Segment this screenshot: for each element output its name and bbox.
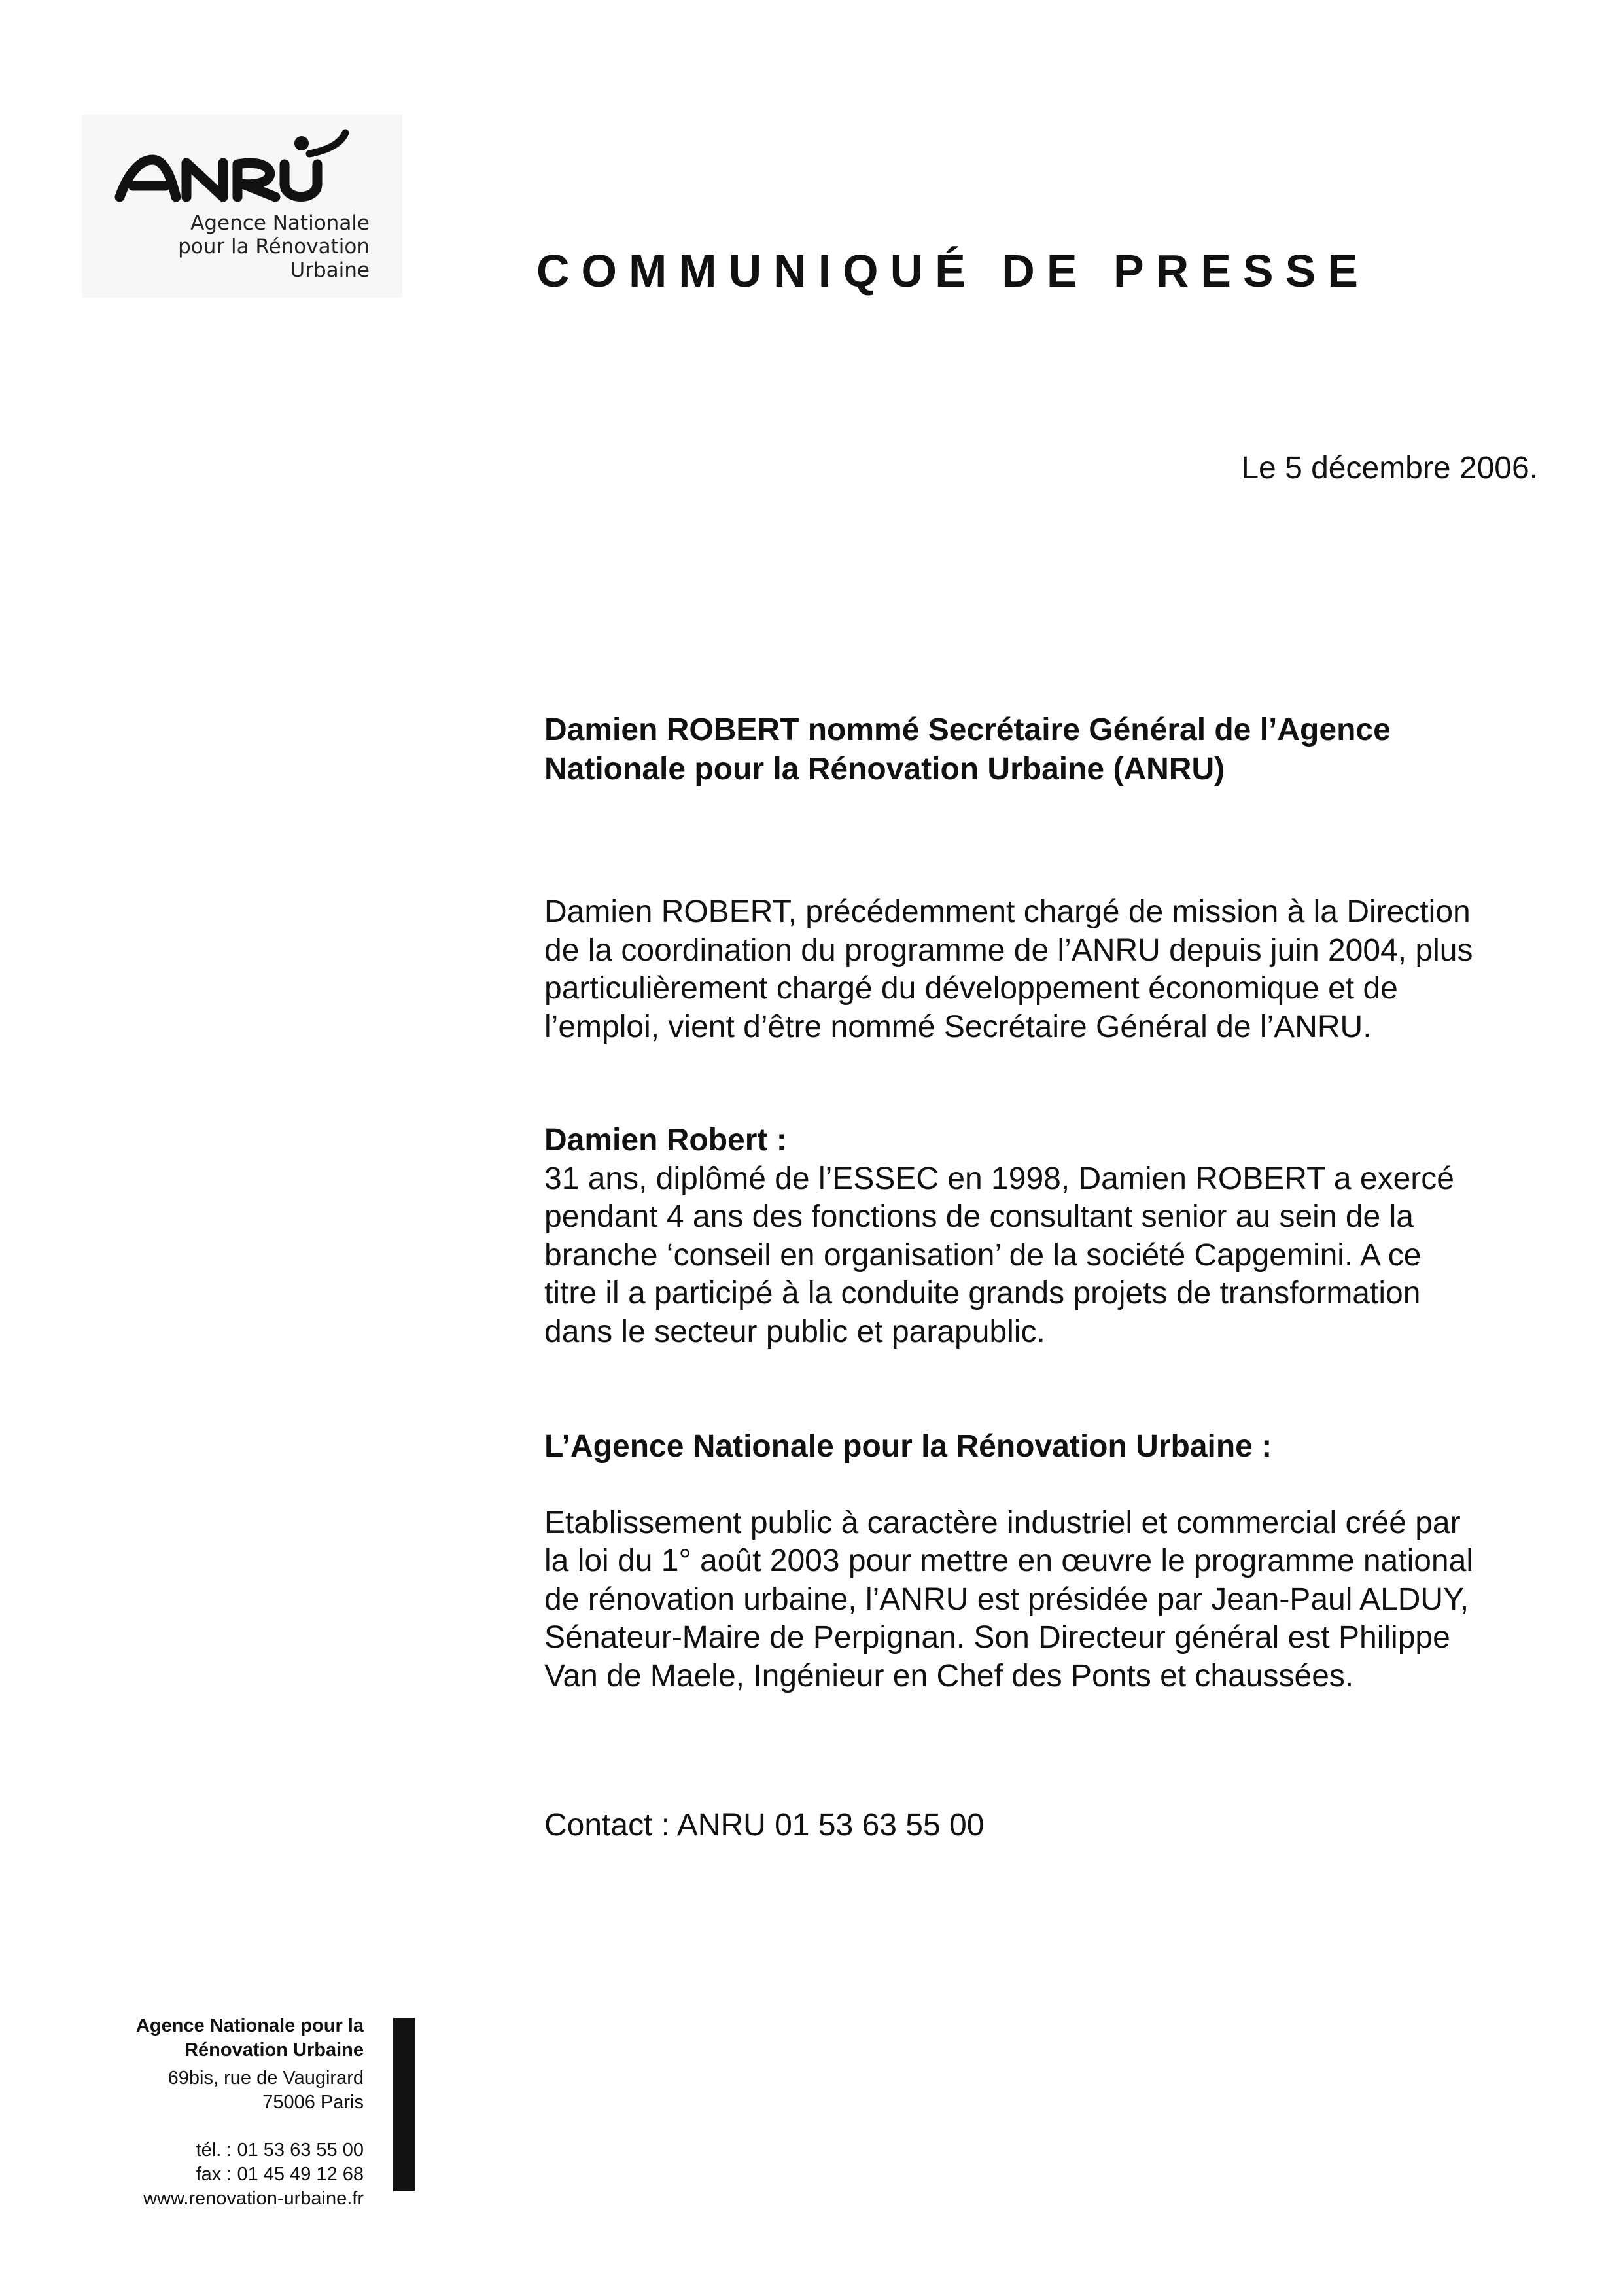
headline-line: Nationale pour la Rénovation Urbaine (ANRU) [544,752,1225,786]
footer-divider-bar [393,2018,415,2191]
intro-paragraph [544,893,1545,1046]
bio-heading: Damien Robert : [544,1123,787,1157]
agency-line: de rénovation urbaine, l’ANRU est présidée par Jean-Paul ALDUY, [544,1581,1469,1617]
footer-fax: fax : 01 45 49 12 68 [196,2164,364,2185]
footer-org-line: Rénovation Urbaine [184,2040,364,2060]
document-title: COMMUNIQUÉ DE PRESSE [536,245,1370,296]
footer-address-line: 69bis, rue de Vaugirard [167,2068,364,2089]
agency-heading: L’Agence Nationale pour la Rénovation Urbaine : [544,1429,1272,1464]
headline [544,711,1545,789]
logo-subtitle-line: Agence Nationale [190,211,370,235]
logo-subtitle-line: Urbaine [290,258,370,282]
agency-line: Van de Maele, Ingénieur en Chef des Ponts et chaussées. [544,1658,1354,1693]
footer-web: www.renovation-urbaine.fr [143,2188,364,2209]
main-content [544,711,1545,1845]
anru-wordmark-icon [113,124,401,209]
anru-logo [82,115,402,298]
footer-tel: tél. : 01 53 63 55 00 [196,2140,364,2161]
document-date: Le 5 décembre 2006. [1241,451,1538,486]
footer-address-line: 75006 Paris [262,2092,364,2113]
intro-line: Damien ROBERT, précédemment chargé de mission à la Direction [544,894,1471,929]
bio-line: dans le secteur public et parapublic. [544,1314,1045,1349]
bio-paragraph [544,1122,1545,1351]
agency-line: Sénateur-Maire de Perpignan. Son Directeur général est Philippe [544,1620,1450,1655]
bio-line: titre il a participé à la conduite grands projets de transformation [544,1276,1421,1311]
contact-line: Contact : ANRU 01 53 63 55 00 [544,1808,985,1843]
agency-line: Etablissement public à caractère industriel et commercial créé par [544,1505,1461,1540]
footer-address [136,2014,364,2211]
logo-subtitle-line: pour la Rénovation [178,235,370,258]
agency-line: la loi du 1° août 2003 pour mettre en œuvre le programme national [544,1544,1473,1578]
intro-line: de la coordination du programme de l’ANRU depuis juin 2004, plus [544,932,1473,968]
bio-line: 31 ans, diplômé de l’ESSEC en 1998, Damien ROBERT a exercé [544,1161,1454,1196]
intro-line: particulièrement chargé du développement économique et de [544,971,1398,1006]
bio-line: branche ‘conseil en organisation’ de la société Capgemini. A ce [544,1237,1422,1273]
intro-line: l’emploi, vient d’être nommé Secrétaire Général de l’ANRU. [544,1009,1372,1044]
footer-org-line: Agence Nationale pour la [135,2015,364,2036]
logo-subtitle [178,211,370,282]
bio-line: pendant 4 ans des fonctions de consultant senior au sein de la [544,1199,1414,1234]
headline-line: Damien ROBERT nommé Secrétaire Général de l’Agence [544,713,1391,747]
agency-paragraph [544,1504,1545,1696]
